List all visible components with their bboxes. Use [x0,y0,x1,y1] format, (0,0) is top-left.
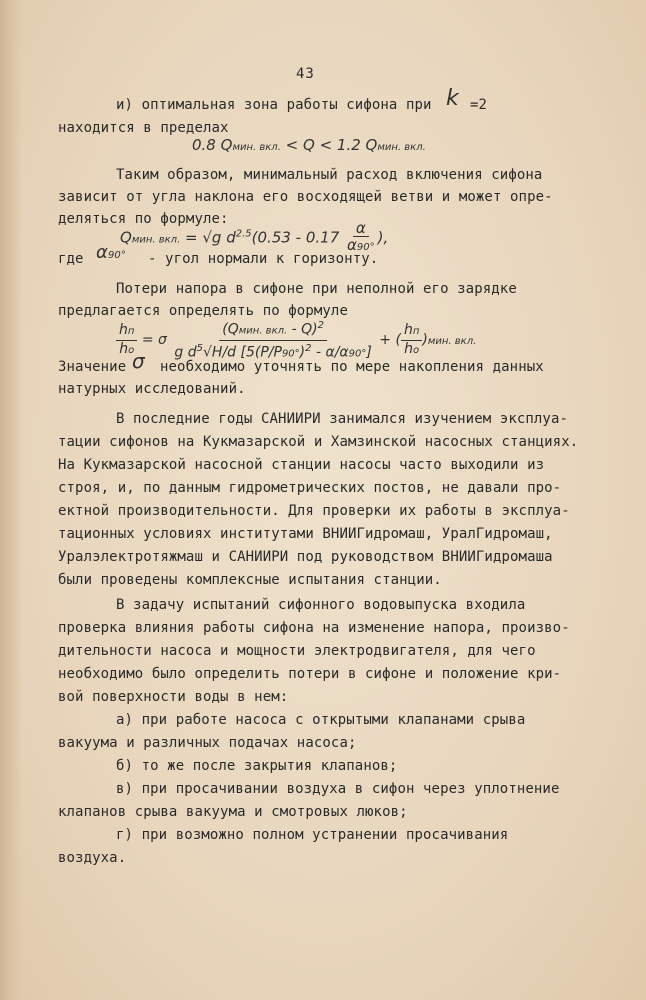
formula-head-loss: $\frac{hп}{hо}$ = σ $\frac{(Qмин. вкл. - Q)^2}{g d^5√H/d [5(P/P90^\circ)^2 - \alpha/\alpha 90^\circ]}$ + ( $\frac{hп}{hо}$ )мин. вкл. [116,318,476,362]
alpha-symbol: α90° [96,242,126,263]
text-line: На Кукмазарской насосной станции насосы часто выходили из [58,457,545,473]
text-line: где [58,251,84,267]
list-item: в) при просачивании воздуха в сифон через уплотнение [116,781,560,797]
text-line: В задачу испытаний сифонного водовыпуска входила [116,597,526,613]
text-line: тации сифонов на Кукмазарской и Хамзинской насосных станциях. [58,434,579,450]
list-item: б) то же после закрытия клапанов; [116,758,398,774]
text-line: дительности насоса и мощности электродвигателя, для чего [58,643,536,659]
text-line: В последние годы САНИИРИ занимался изучением эксплуа- [116,411,569,427]
text-line: Уралэлектротяжмаш и САНИИРИ под руководством ВНИИГидромаша [58,549,553,565]
formula-min-flow: Qмин. вкл. = √g $d^{2.5}(0.53 - 0.17$ $\frac{\alpha}{\alpha 90^\circ}$ ), [120,219,389,254]
text-line: вой поверхности воды в нем: [58,689,289,705]
list-item: а) при работе насоса с открытыми клапанами срыва [116,712,526,728]
text-line: предлагается определять по формуле [58,303,348,319]
text-line: вакуума и различных подачах насоса; [58,735,357,751]
text-line: необходимо уточнять по мере накопления данных [160,359,544,375]
sigma-symbol: σ [132,349,145,373]
text-line: необходимо было определить потери в сифоне и положение кри- [58,666,562,682]
text-line: Значение [58,359,127,375]
formula-range: 0.8 Qмин. вкл. < Q < 1.2 Qмин. вкл. [192,136,426,154]
text-line: Потери напора в сифоне при неполной его зарядке [116,281,517,297]
text-line: клапанов срыва вакуума и смотровых люков; [58,804,408,820]
page-fold-shadow [0,0,22,1000]
list-item: г) при возможно полном устранении просачивания [116,827,509,843]
text-line: зависит от угла наклона его восходящей ветви и может опре- [58,189,553,205]
text-line: - угол нормали к горизонту. [148,251,379,267]
text-line: ектной производительности. Для проверки их работы в эксплуа- [58,503,570,519]
page-number: 43 [296,66,315,82]
text-line: =2 [470,97,488,113]
text-line: деляться по формуле: [58,211,229,227]
text-line: проверка влияния работы сифона на изменение напора, произво- [58,620,570,636]
text-line: и) оптимальная зона работы сифона при [116,97,432,113]
text-line: воздуха. [58,850,127,866]
text-line: натурных исследований. [58,381,246,397]
text-line: были проведены комплексные испытания станции. [58,572,442,588]
text-line: находится в пределах [58,120,229,136]
text-line: Таким образом, минимальный расход включения сифона [116,167,543,183]
k-symbol: k [446,86,459,111]
text-line: строя, и, по данным гидрометрических постов, не давали про- [58,480,562,496]
text-line: тационных условиях институтами ВНИИГидромаш, УралГидромаш, [58,526,553,542]
